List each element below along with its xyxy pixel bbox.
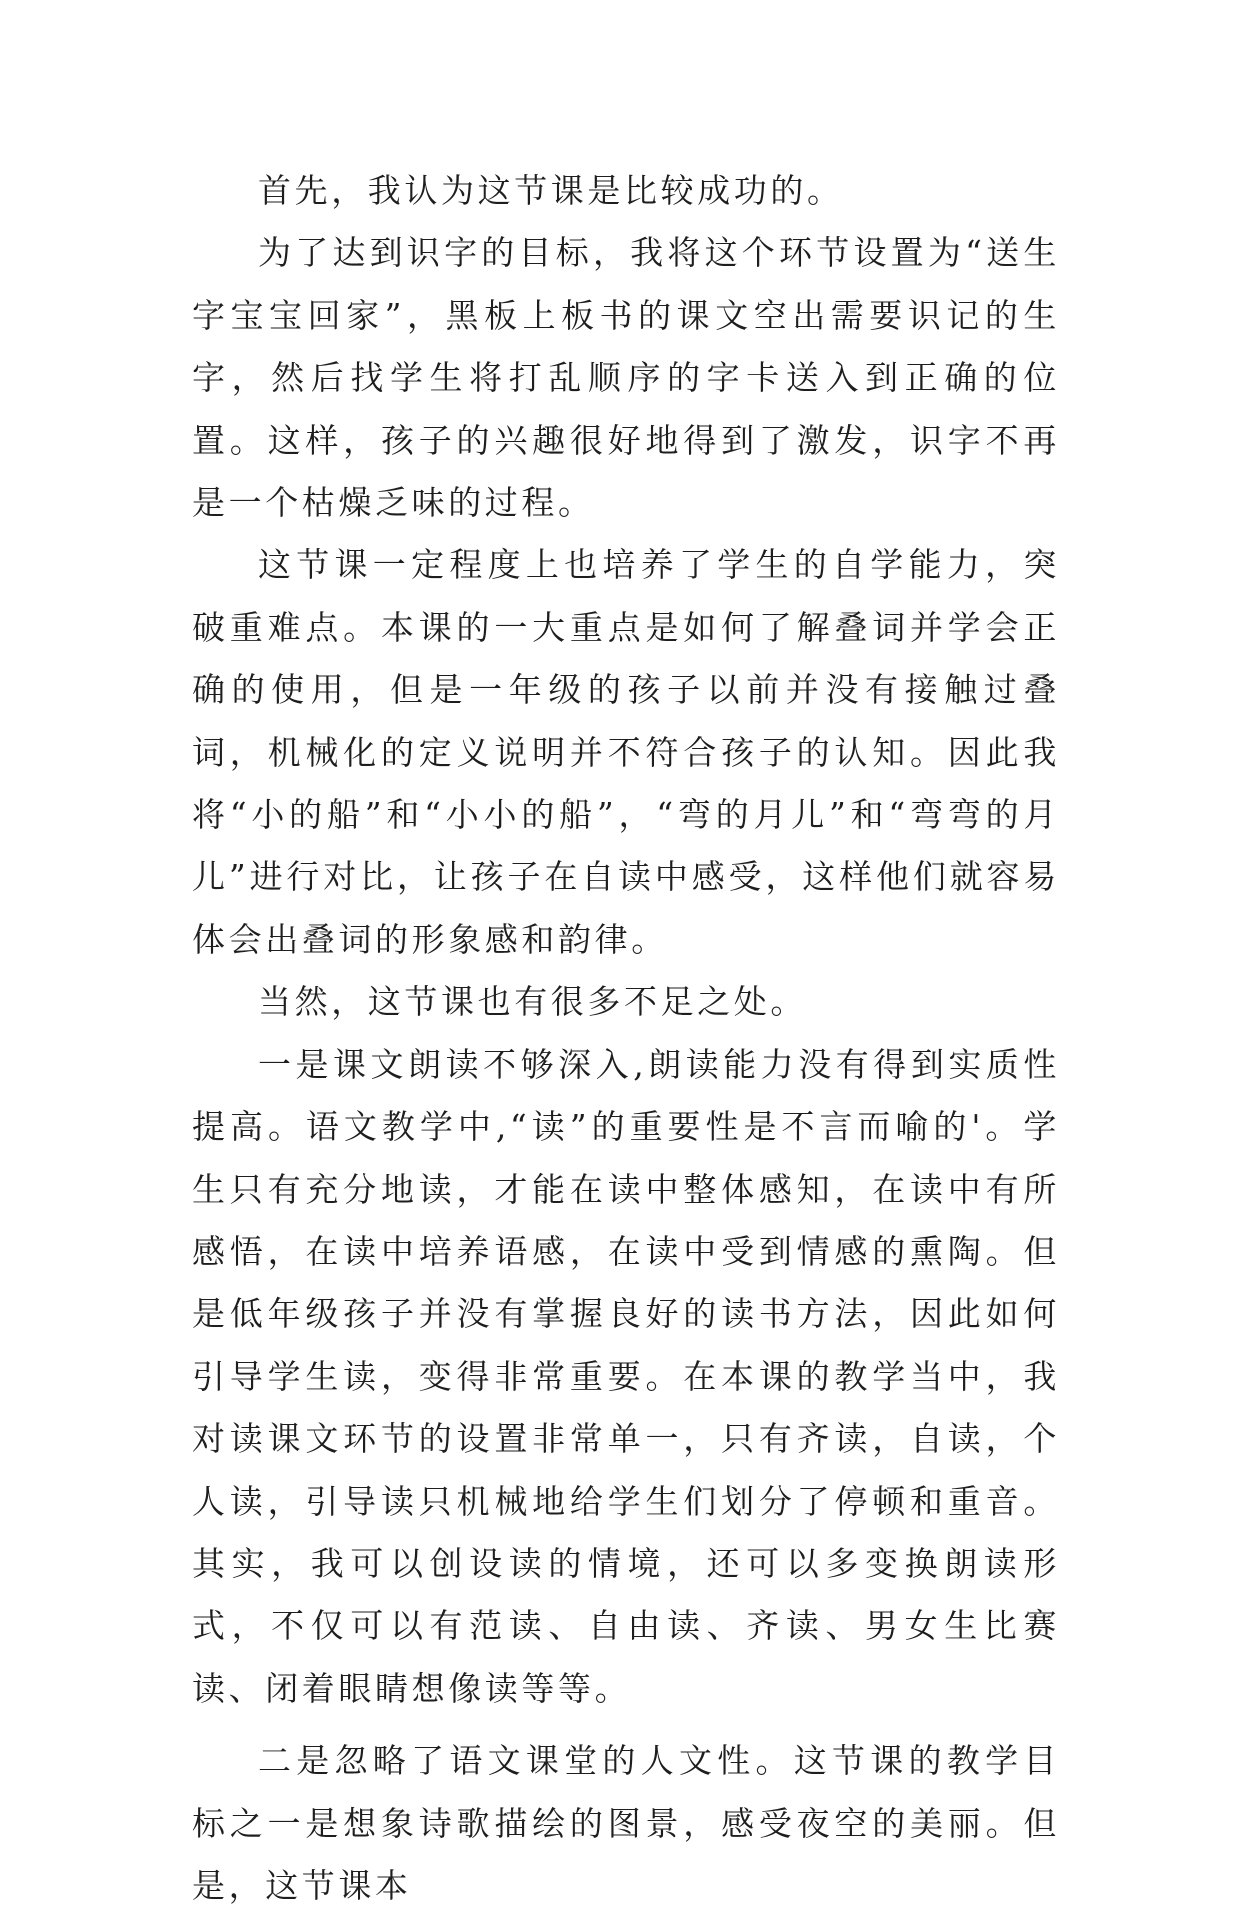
- paragraph-shortcomings: 当然，这节课也有很多不足之处。: [258, 982, 807, 1022]
- paragraph-self-study: 这节课一定程度上也培养了学生的自学能力，突破重难点。本课的一大重点是如何了解叠词并学会正确的使用，但是一年级的孩子以前并没有接触过叠词，机械化的定义说明并不符合孩子的认知。因此我将“小的船”和“小小的船”，“弯的月儿”和“弯弯的月儿”进行对比，让孩子在自读中感受，这样他们就容易体会出叠词的形象感和韵律。: [192, 545, 1060, 959]
- paragraph-reading-issue: 一是课文朗读不够深入,朗读能力没有得到实质性提高。语文教学中,“读”的重要性是不言而喻的'。学生只有充分地读，才能在读中整体感知，在读中有所感悟，在读中培养语感，在读中受到情感的熏陶。但是低年级孩子并没有掌握良好的读书方法，因此如何引导学生读，变得非常重要。在本课的教学当中，我对读课文环节的设置非常单一，只有齐读，自读，个人读，引导读只机械地给学生们划分了停顿和重音。其实，我可以创设读的情境，还可以多变换朗读形式，不仅可以有范读、自由读、齐读、男女生比赛读、闭着眼睛想像读等等。: [192, 1044, 1060, 1708]
- paragraph-intro: 首先，我认为这节课是比较成功的。: [258, 171, 844, 210]
- document-body: [192, 160, 1060, 1917]
- paragraph-humanistic-issue: 二是忽略了语文课堂的人文性。这节课的教学目标之一是想象诗歌描绘的图景，感受夜空的美丽。但是，这节课本: [192, 1741, 1060, 1905]
- paragraph-literacy-goal: 为了达到识字的目标，我将这个环节设置为“送生字宝宝回家”，黑板上板书的课文空出需要识记的生字，然后找学生将打乱顺序的字卡送入到正确的位置。这样，孩子的兴趣很好地得到了激发，识字不再是一个枯燥乏味的过程。: [192, 233, 1060, 523]
